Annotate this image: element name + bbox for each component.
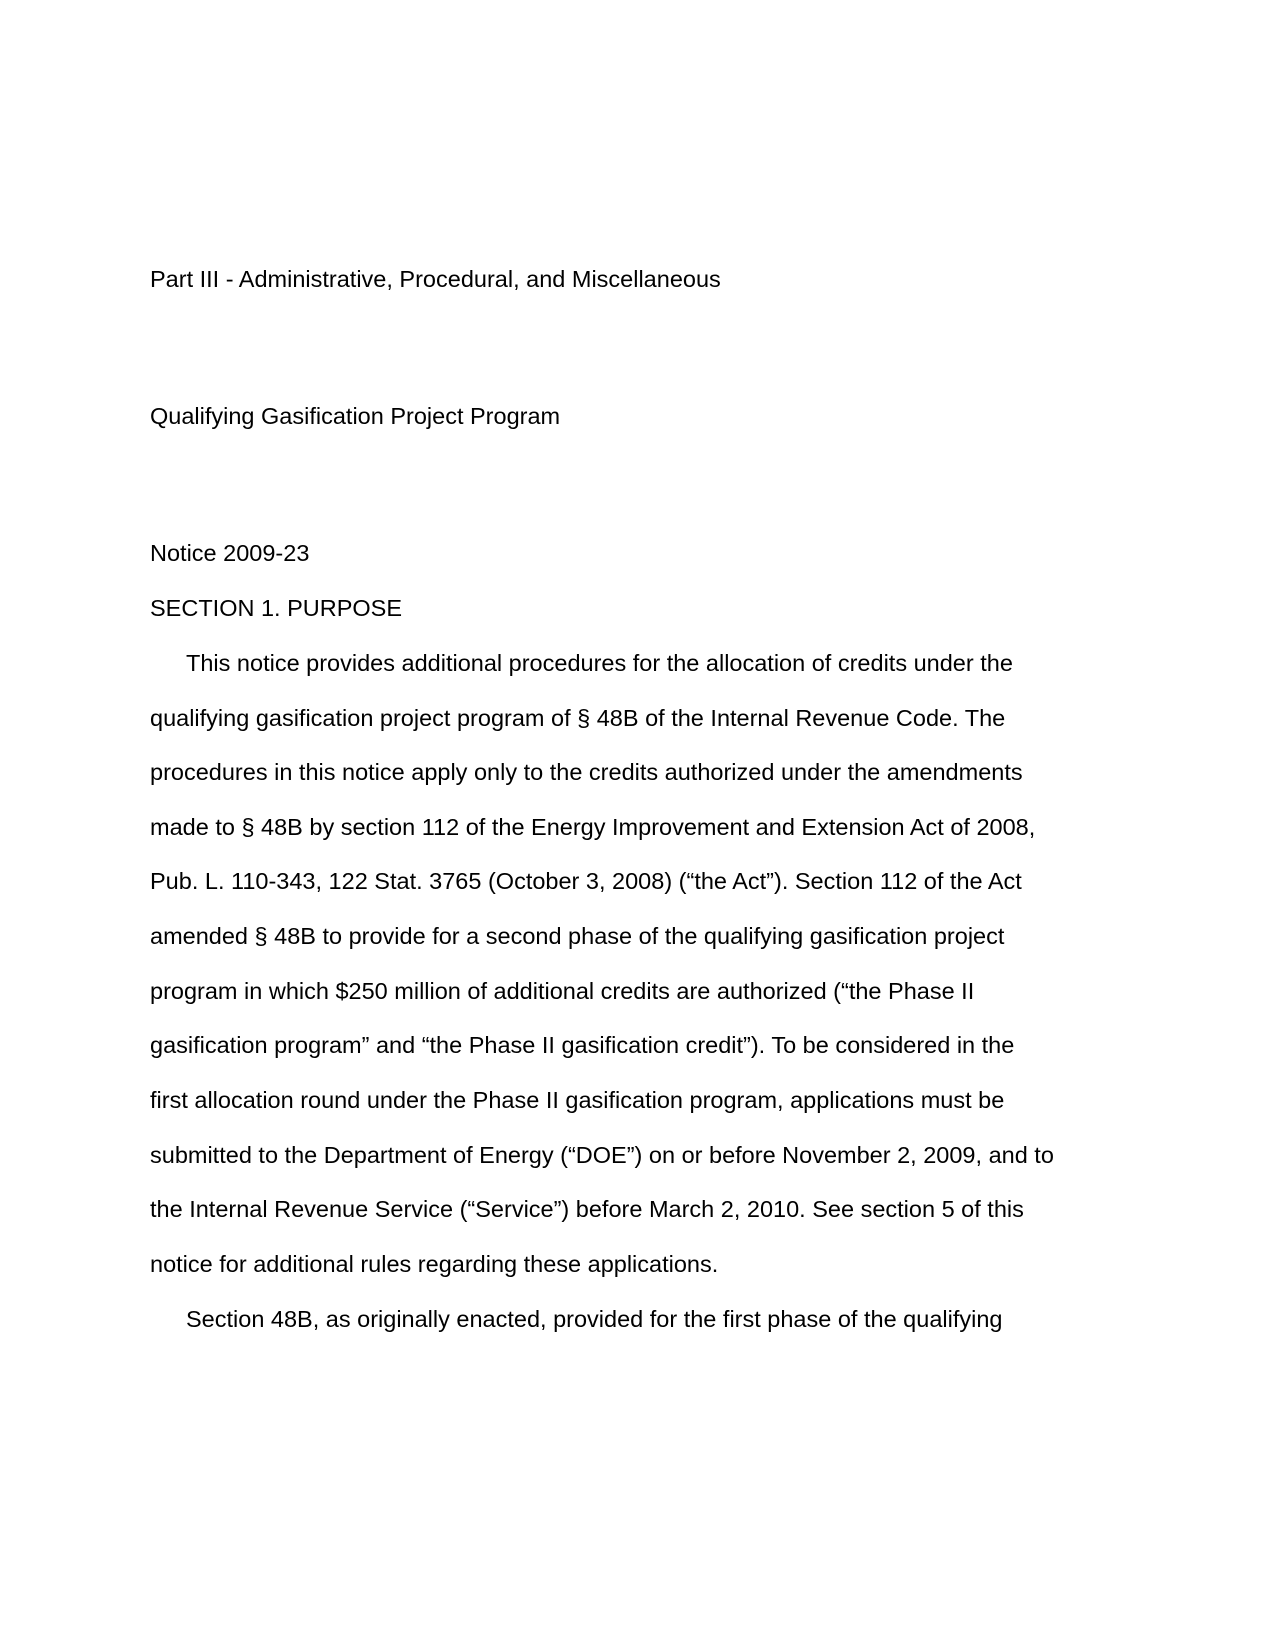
paragraph-line: submitted to the Department of Energy (“DOE”) on or before November 2, 2009, and to [150,1142,1054,1168]
paragraph-line: notice for additional rules regarding these applications. [150,1251,719,1277]
section-heading: SECTION 1. PURPOSE [150,595,403,621]
paragraph-line: procedures in this notice apply only to the credits authorized under the amendments [150,759,1023,785]
notice-number: Notice 2009-23 [150,540,310,566]
paragraph-line: This notice provides additional procedures for the allocation of credits under the [186,650,1013,676]
paragraph-line: program in which $250 million of additional credits are authorized (“the Phase II [150,978,975,1004]
program-title: Qualifying Gasification Project Program [150,403,561,429]
paragraph-line: gasification program” and “the Phase II gasification credit”). To be considered in the [150,1032,1015,1058]
paragraph-line: qualifying gasification project program of § 48B of the Internal Revenue Code. The [150,705,1006,731]
part-heading: Part III - Administrative, Procedural, and Miscellaneous [150,266,721,292]
paragraph-line: Pub. L. 110-343, 122 Stat. 3765 (October 3, 2008) (“the Act”). Section 112 of the Act [150,868,1022,894]
paragraph-line: Section 48B, as originally enacted, provided for the first phase of the qualifying [186,1306,1003,1332]
paragraph-line: made to § 48B by section 112 of the Energy Improvement and Extension Act of 2008, [150,814,1036,840]
paragraph-line: amended § 48B to provide for a second phase of the qualifying gasification project [150,923,1005,949]
paragraph-line: first allocation round under the Phase II gasification program, applications must be [150,1087,1005,1113]
paragraph-line: the Internal Revenue Service (“Service”) before March 2, 2010. See section 5 of this [150,1196,1024,1222]
